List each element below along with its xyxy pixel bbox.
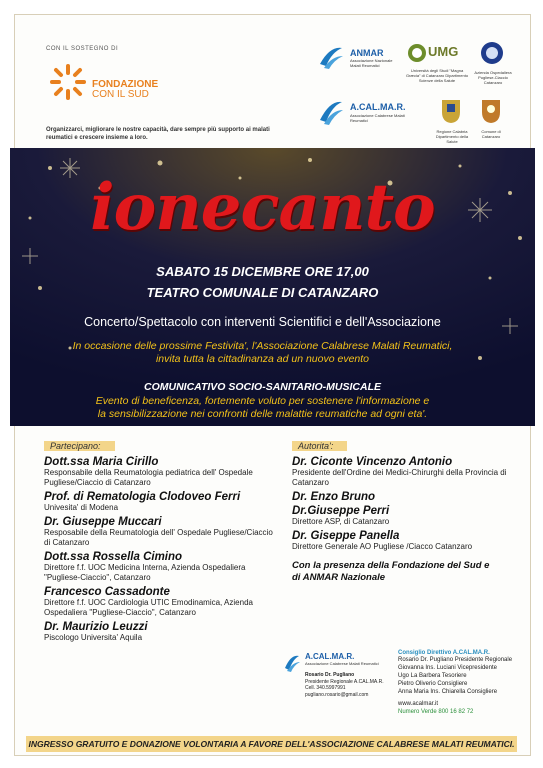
participant-role: Responsabile della Reumatologia pediatrica dell' Ospedale Pugliese/Ciaccio di Catanzaro — [44, 468, 253, 487]
participant-name: Dott.ssa Maria Cirillo — [44, 456, 159, 468]
event-charity-line2: la sensibilizzazione nei confronti delle malattie reumatiche ad ogni eta'. — [97, 408, 428, 420]
participant-role: Piscologo Universita' Aquila — [44, 633, 143, 642]
authority-role: Presidente dell'Ordine dei Medici-Chirurghi della Provincia di Catanzaro — [292, 468, 507, 487]
participant-item — [44, 456, 279, 488]
umg-sub: Università degli Studi "Magna Græcia" di Catanzaro Dipartimento Scienze della Salute — [405, 68, 469, 83]
authority-name: Dr. Ciconte Vincenzo Antonio — [292, 456, 453, 468]
participant-name: Dott.ssa Rossella Cimino — [44, 551, 183, 563]
board-block — [398, 650, 518, 716]
authority-name: Dr. Enzo Bruno — [292, 491, 376, 503]
event-venue: TEATRO COMUNALE DI CATANZARO — [146, 285, 379, 300]
authority-item — [292, 491, 512, 503]
president-name: Rosario Dr. Pugliano — [305, 672, 355, 678]
event-charity — [20, 395, 505, 421]
presence-note — [292, 560, 512, 584]
participant-role: Direttore f.f. UOC Medicina Interna, Azienda Ospedaliera "Pugliese-Ciaccio", Catanzaro — [44, 563, 246, 582]
board-member: Giovanna Ins. Luciani Vicepresidente — [398, 665, 497, 671]
event-communicative: COMUNICATIVO SOCIO-SANITARIO-MUSICALE — [143, 381, 382, 393]
event-invite-line2: invita tutta la cittadinanza ad un nuovo evento — [155, 353, 370, 365]
anmar-logo-icon — [316, 42, 346, 72]
event-invite-line1: In occasione delle prossime Festivita', l'Associazione Calabrese Malati Reumatici, — [72, 340, 453, 352]
president-cell: Cell. 340.5997991 — [305, 685, 346, 691]
fondazione-name — [92, 80, 158, 100]
event-charity-line1: Evento di beneficenza, fortemente voluto per sostenere l'informazione e — [95, 395, 430, 407]
umg-logo-icon — [406, 42, 428, 64]
website-link[interactable]: www.acalmar.it — [398, 701, 439, 707]
acalmar-sub: Associazione Calabrese Malati Reumatici — [350, 113, 405, 123]
comune-crest-icon — [480, 98, 502, 124]
participant-role: Resposabile della Reumatologia dell' Ospedale Pugliese/Ciaccio di Catanzaro — [44, 528, 273, 547]
azienda-sub: Azienda Ospedaliera Pugliese-Ciaccio Catanzaro — [474, 70, 512, 85]
participants-column — [44, 436, 279, 643]
contact-president-block — [305, 652, 395, 666]
authority-item — [292, 456, 512, 488]
event-date-time: SABATO 15 DICEMBRE ORE 17,00 — [156, 264, 369, 279]
contact-org-sub: Associazione Calabrese Malati Reumatici — [305, 661, 379, 666]
authority-role: Direttore ASP, di Catanzaro — [292, 517, 390, 526]
event-invite — [20, 340, 505, 366]
board-member: Pietro Oliverio Consigliere — [398, 681, 468, 687]
authority-item — [292, 505, 512, 527]
event-concert: Concerto/Spettacolo con interventi Scientifici e dell'Associazione — [84, 315, 441, 329]
azienda-logo-icon — [480, 40, 504, 66]
green-number: Numero Verde 800 16 82 72 — [398, 709, 474, 715]
board-member: Anna Maria Ins. Chiarella Consigliere — [398, 689, 498, 695]
mission-text: Organizzarci, migliorare le nostre capacità, dare sempre più supporto ai malati reumatici e crescere insieme a loro. — [46, 127, 270, 141]
board-member: Ugo La Barbera Tesoriere — [398, 673, 467, 679]
presence-line2: di ANMAR Nazionale — [292, 572, 386, 583]
regione-sub: Regione Calabria Dipartimento della Salute — [435, 129, 469, 144]
anmar-name: ANMAR — [350, 48, 384, 58]
authority-role: Direttore Generale AO Pugliese /Ciacco Catanzaro — [292, 542, 473, 551]
acalmar-name: A.CAL.MA.R. — [350, 102, 406, 112]
fondazione-name-line2: CON IL SUD — [92, 89, 149, 100]
umg-name: UMG — [428, 44, 459, 59]
authority-item — [292, 530, 512, 552]
participant-name: Dr. Giuseppe Muccari — [44, 516, 162, 528]
president-email: pugliano.rosario@gmail.com — [305, 691, 369, 698]
comune-sub: Comune di Catanzaro — [481, 129, 501, 139]
anmar-sub: Associazione Nazionale Malati Reumatici — [350, 58, 393, 68]
support-label: CON IL SOSTEGNO DI — [46, 46, 119, 52]
participant-name: Prof. di Rematologia Clodoveo Ferri — [44, 491, 241, 503]
fondazione-sun-icon — [48, 62, 88, 102]
footer-banner: INGRESSO GRATUITO E DONAZIONE VOLONTARIA A FAVORE DELL'ASSOCIAZIONE CALABRESE MALATI REUMATICI. — [26, 736, 517, 752]
presence-line1: Con la presenza della Fondazione del Sud e — [292, 560, 490, 571]
board-title: Consiglio Direttivo A.CAL.MA.R. — [398, 650, 490, 656]
participant-item — [44, 516, 279, 548]
acalmar-small-logo-icon — [282, 650, 302, 674]
authority-name: Dr.Giuseppe Perri — [292, 505, 390, 517]
participant-role: Univesita' di Modena — [44, 503, 119, 512]
authorities-column — [292, 436, 512, 584]
authority-name: Dr. Giseppe Panella — [292, 530, 400, 542]
participant-item — [44, 551, 279, 583]
participant-item — [44, 586, 279, 618]
acalmar-logo-icon — [316, 94, 346, 128]
regione-crest-icon — [440, 98, 462, 124]
authorities-label: Autorita': — [292, 441, 347, 451]
fondazione-name-line1: FONDAZIONE — [92, 79, 159, 90]
contact-president-details — [305, 672, 395, 698]
participant-role: Direttore f.f. UOC Cardiologia UTIC Emodinamica, Azienda Ospedaliera "Pugliese-Ciaccio", Catanzaro — [44, 598, 253, 617]
president-role: Presidente Regionale A.CAL.MA.R. — [305, 678, 384, 685]
participants-label: Partecipano: — [44, 441, 115, 451]
participant-name: Francesco Cassadonte — [44, 586, 170, 598]
contact-org: A.CAL.MA.R. — [305, 652, 355, 661]
participant-name: Dr. Maurizio Leuzzi — [44, 621, 148, 633]
event-title: ionecanto — [90, 170, 435, 245]
board-member: Rosario Dr. Pugliano Presidente Regionale — [398, 657, 513, 663]
participant-item — [44, 491, 279, 513]
participant-item — [44, 621, 279, 643]
